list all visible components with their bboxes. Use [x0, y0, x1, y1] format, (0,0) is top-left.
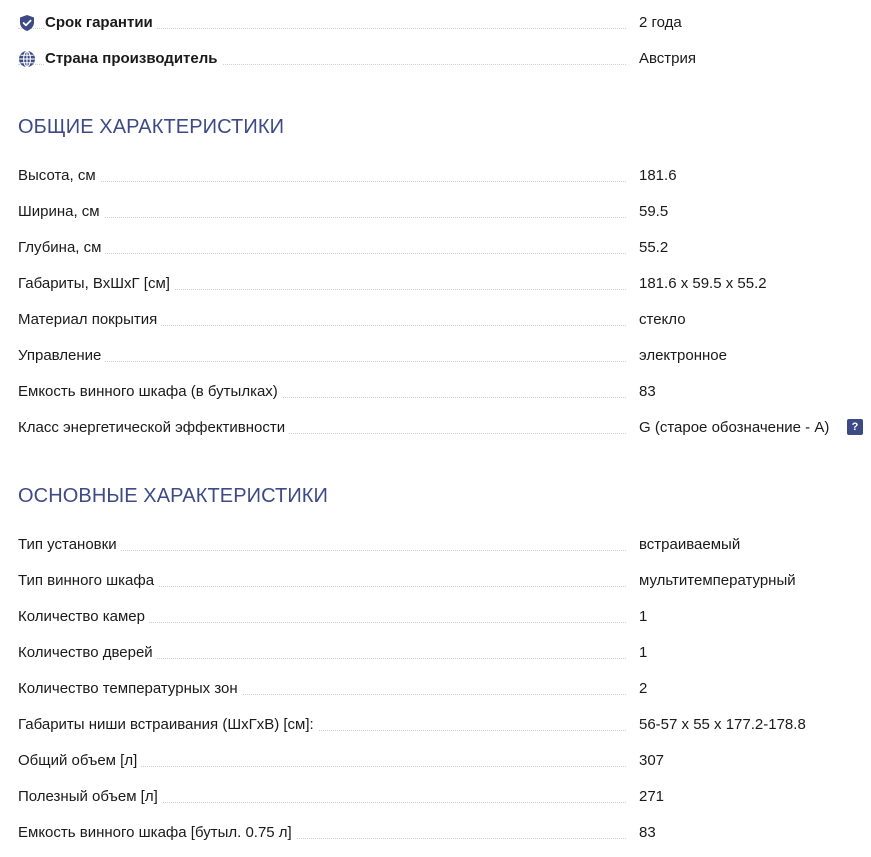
spec-row-country	[18, 49, 863, 73]
spec-label: Тип винного шкафа	[18, 571, 158, 591]
dotted-leader	[18, 181, 626, 182]
spec-value: 307	[639, 752, 665, 769]
help-icon[interactable]: ?	[847, 419, 863, 435]
spec-label: Глубина, см	[18, 238, 105, 258]
spec-value: 59.5	[639, 203, 669, 220]
spec-value: 83	[639, 824, 656, 841]
section-title-main: ОСНОВНЫЕ ХАРАКТЕРИСТИКИ	[18, 485, 329, 507]
spec-label: Количество камер	[18, 607, 149, 627]
dotted-leader	[18, 361, 626, 362]
spec-row-warranty	[18, 13, 863, 37]
globe-icon	[18, 50, 36, 68]
spec-row	[18, 787, 863, 811]
spec-label: Страна производитель	[45, 49, 222, 69]
spec-label: Количество дверей	[18, 643, 157, 663]
spec-label: Габариты, ВхШхГ [см]	[18, 274, 174, 294]
spec-label: Срок гарантии	[45, 13, 157, 33]
spec-row	[18, 751, 863, 775]
spec-row	[18, 310, 863, 334]
spec-value: 271	[639, 788, 665, 805]
spec-row	[18, 823, 863, 847]
spec-label: Количество температурных зон	[18, 679, 242, 699]
spec-value: 55.2	[639, 239, 669, 256]
spec-row	[18, 571, 863, 595]
spec-row	[18, 238, 863, 262]
spec-label: Габариты ниши встраивания (ШхГхВ) [см]:	[18, 715, 318, 735]
dotted-leader	[18, 217, 626, 218]
spec-row	[18, 643, 863, 667]
spec-value: 83	[639, 383, 656, 400]
spec-value: 1	[639, 644, 648, 661]
spec-value: G (старое обозначение - A)	[639, 419, 830, 436]
dotted-leader	[18, 253, 626, 254]
spec-label: Материал покрытия	[18, 310, 161, 330]
spec-label: Емкость винного шкафа [бутыл. 0.75 л]	[18, 823, 296, 843]
spec-value: 1	[639, 608, 648, 625]
spec-label: Управление	[18, 346, 105, 366]
spec-value: 181.6 x 59.5 x 55.2	[639, 275, 767, 292]
shield-check-icon	[18, 14, 36, 32]
spec-label: Емкость винного шкафа (в бутылках)	[18, 382, 282, 402]
spec-label: Тип установки	[18, 535, 121, 555]
spec-row	[18, 382, 863, 406]
spec-label: Общий объем [л]	[18, 751, 141, 771]
spec-value: 2 года	[639, 14, 682, 31]
spec-row	[18, 166, 863, 190]
spec-label: Высота, см	[18, 166, 100, 186]
section-title-general: ОБЩИЕ ХАРАКТЕРИСТИКИ	[18, 116, 285, 138]
spec-value: 56-57 x 55 x 177.2-178.8	[639, 716, 806, 733]
spec-label: Класс энергетической эффективности	[18, 418, 289, 438]
spec-row-energy-class	[18, 418, 863, 442]
spec-value: Австрия	[639, 50, 697, 67]
spec-value: стекло	[639, 311, 686, 328]
spec-value: электронное	[639, 347, 727, 364]
spec-row	[18, 679, 863, 703]
spec-value: встраиваемый	[639, 536, 741, 553]
spec-value: 2	[639, 680, 648, 697]
spec-row	[18, 202, 863, 226]
spec-row	[18, 535, 863, 559]
spec-value: 181.6	[639, 167, 677, 184]
spec-row	[18, 274, 863, 298]
spec-row	[18, 715, 863, 739]
spec-row	[18, 607, 863, 631]
spec-value: мультитемпературный	[639, 572, 796, 589]
spec-row	[18, 346, 863, 370]
spec-label: Ширина, см	[18, 202, 104, 222]
spec-label: Полезный объем [л]	[18, 787, 162, 807]
